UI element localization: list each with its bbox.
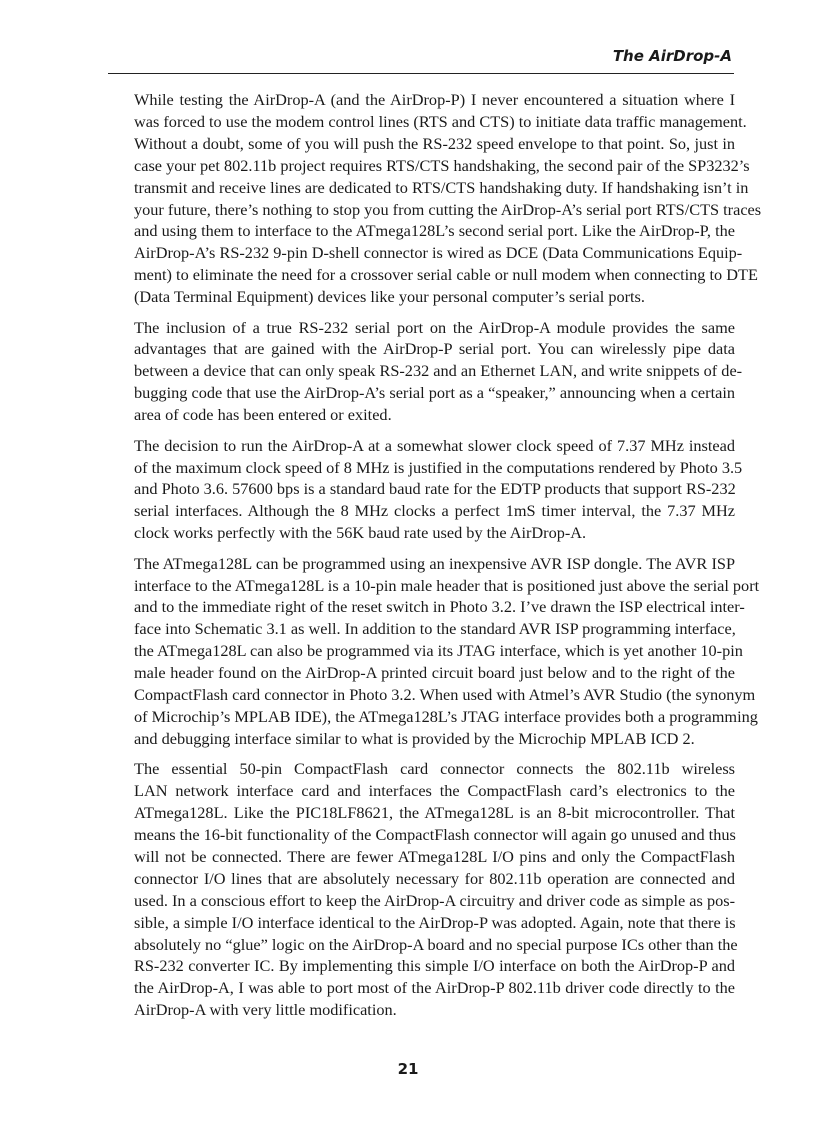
text-line: AirDrop-A with very little modification. [134, 1000, 397, 1020]
text-line: area of code has been entered or exited. [134, 405, 392, 425]
text-line: LAN network interface card and interfaces the CompactFlash card’s electronics to the [134, 781, 735, 801]
text-line: While testing the AirDrop-A (and the AirDrop-P) I never encountered a situation where I [134, 90, 735, 109]
text-line: absolutely no “glue” logic on the AirDrop-A board and no special purpose ICs other than the [134, 934, 738, 954]
text-line: The essential 50-pin CompactFlash card connector connects the 802.11b wireless [134, 759, 735, 779]
text-line: The decision to run the AirDrop-A at a somewhat slower clock speed of 7.37 MHz instead [134, 435, 735, 455]
text-line: will not be connected. There are fewer ATmega128L I/O pins and only the CompactFlash [134, 846, 735, 866]
text-line: CompactFlash card connector in Photo 3.2. When used with Atmel’s AVR Studio (the synonym [134, 685, 756, 705]
text-line: and debugging interface similar to what is provided by the Microchip MPLAB ICD 2. [134, 728, 695, 748]
text-line: and to the immediate right of the reset switch in Photo 3.2. I’ve drawn the ISP electrical inter- [134, 597, 745, 617]
text-line: case your pet 802.11b project requires RTS/CTS handshaking, the second pair of the SP3232’s [134, 155, 750, 175]
page-number: 21 [397, 1060, 419, 1078]
text-line: interface to the ATmega128L is a 10-pin male header that is positioned just above the serial port [134, 575, 760, 595]
paragraph [108, 553, 760, 750]
text-line: bugging code that use the AirDrop-A’s serial port as a “speaker,” announcing when a certain [134, 383, 735, 403]
text-line: ment) to eliminate the need for a crossover serial cable or null modem when connecting to DTE [134, 265, 758, 285]
text-line: Without a doubt, some of you will push the RS-232 speed envelope to that point. So, just in [134, 133, 735, 153]
paragraph [108, 435, 743, 545]
text-line: the ATmega128L can also be programmed via its JTAG interface, which is yet another 10-pin [134, 641, 743, 661]
paragraph [108, 89, 762, 308]
text-line: The ATmega128L can be programmed using an inexpensive AVR ISP dongle. The AVR ISP [134, 553, 735, 573]
text-line: male header found on the AirDrop-A printed circuit board just below and to the right of the [134, 663, 735, 683]
text-line: transmit and receive lines are dedicated to RTS/CTS handshaking duty. If handshaking isn’t in [134, 177, 749, 197]
text-line: the AirDrop-A, I was able to port most of the AirDrop-P 802.11b driver code directly to the [134, 978, 735, 998]
text-line: your future, there’s nothing to stop you from cutting the AirDrop-A’s serial port RTS/CTS traces [134, 199, 762, 219]
body-text [108, 89, 762, 1030]
text-line: and Photo 3.6. 57600 bps is a standard baud rate for the EDTP products that support RS-232 [134, 479, 736, 499]
text-line: sible, a simple I/O interface identical to the AirDrop-P was adopted. Again, note that there is [134, 912, 736, 932]
text-line: ATmega128L. Like the PIC18LF8621, the ATmega128L is an 8-bit microcontroller. That [134, 803, 735, 823]
text-line: RS-232 converter IC. By implementing this simple I/O interface on both the AirDrop-P and [134, 956, 735, 976]
text-line: means the 16-bit functionality of the CompactFlash connector will again go unused and thus [134, 825, 736, 844]
text-line: face into Schematic 3.1 as well. In addition to the standard AVR ISP programming interface, [134, 619, 736, 639]
text-line: connector I/O lines that are absolutely necessary for 802.11b operation are connected and [134, 868, 735, 888]
text-line: used. In a conscious effort to keep the AirDrop-A circuitry and driver code as simple as pos- [134, 890, 735, 910]
text-line: between a device that can only speak RS-232 and an Ethernet LAN, and write snippets of de- [134, 361, 743, 381]
text-line: and using them to interface to the ATmega128L’s second serial port. Like the AirDrop-P, the [134, 221, 735, 241]
text-line: advantages that are gained with the AirDrop-P serial port. You can wirelessly pipe data [134, 339, 735, 359]
header-rule [108, 73, 734, 74]
paragraph [108, 758, 738, 1021]
running-head-title: The AirDrop-A [612, 47, 732, 65]
text-line: of the maximum clock speed of 8 MHz is justified in the computations rendered by Photo 3.5 [134, 457, 743, 477]
text-line: clock works perfectly with the 56K baud rate used by the AirDrop-A. [134, 523, 587, 543]
text-line: The inclusion of a true RS-232 serial port on the AirDrop-A module provides the same [134, 317, 735, 337]
paragraph [108, 317, 743, 427]
text-line: was forced to use the modem control lines (RTS and CTS) to initiate data traffic management. [134, 111, 747, 131]
text-line: serial interfaces. Although the 8 MHz clocks a perfect 1mS timer interval, the 7.37 MHz [134, 501, 735, 521]
text-line: of Microchip’s MPLAB IDE), the ATmega128L’s JTAG interface provides both a programming [134, 706, 758, 726]
text-line: AirDrop-A’s RS-232 9-pin D-shell connector is wired as DCE (Data Communications Equip- [134, 243, 743, 263]
text-line: (Data Terminal Equipment) devices like your personal computer’s serial ports. [134, 287, 645, 307]
